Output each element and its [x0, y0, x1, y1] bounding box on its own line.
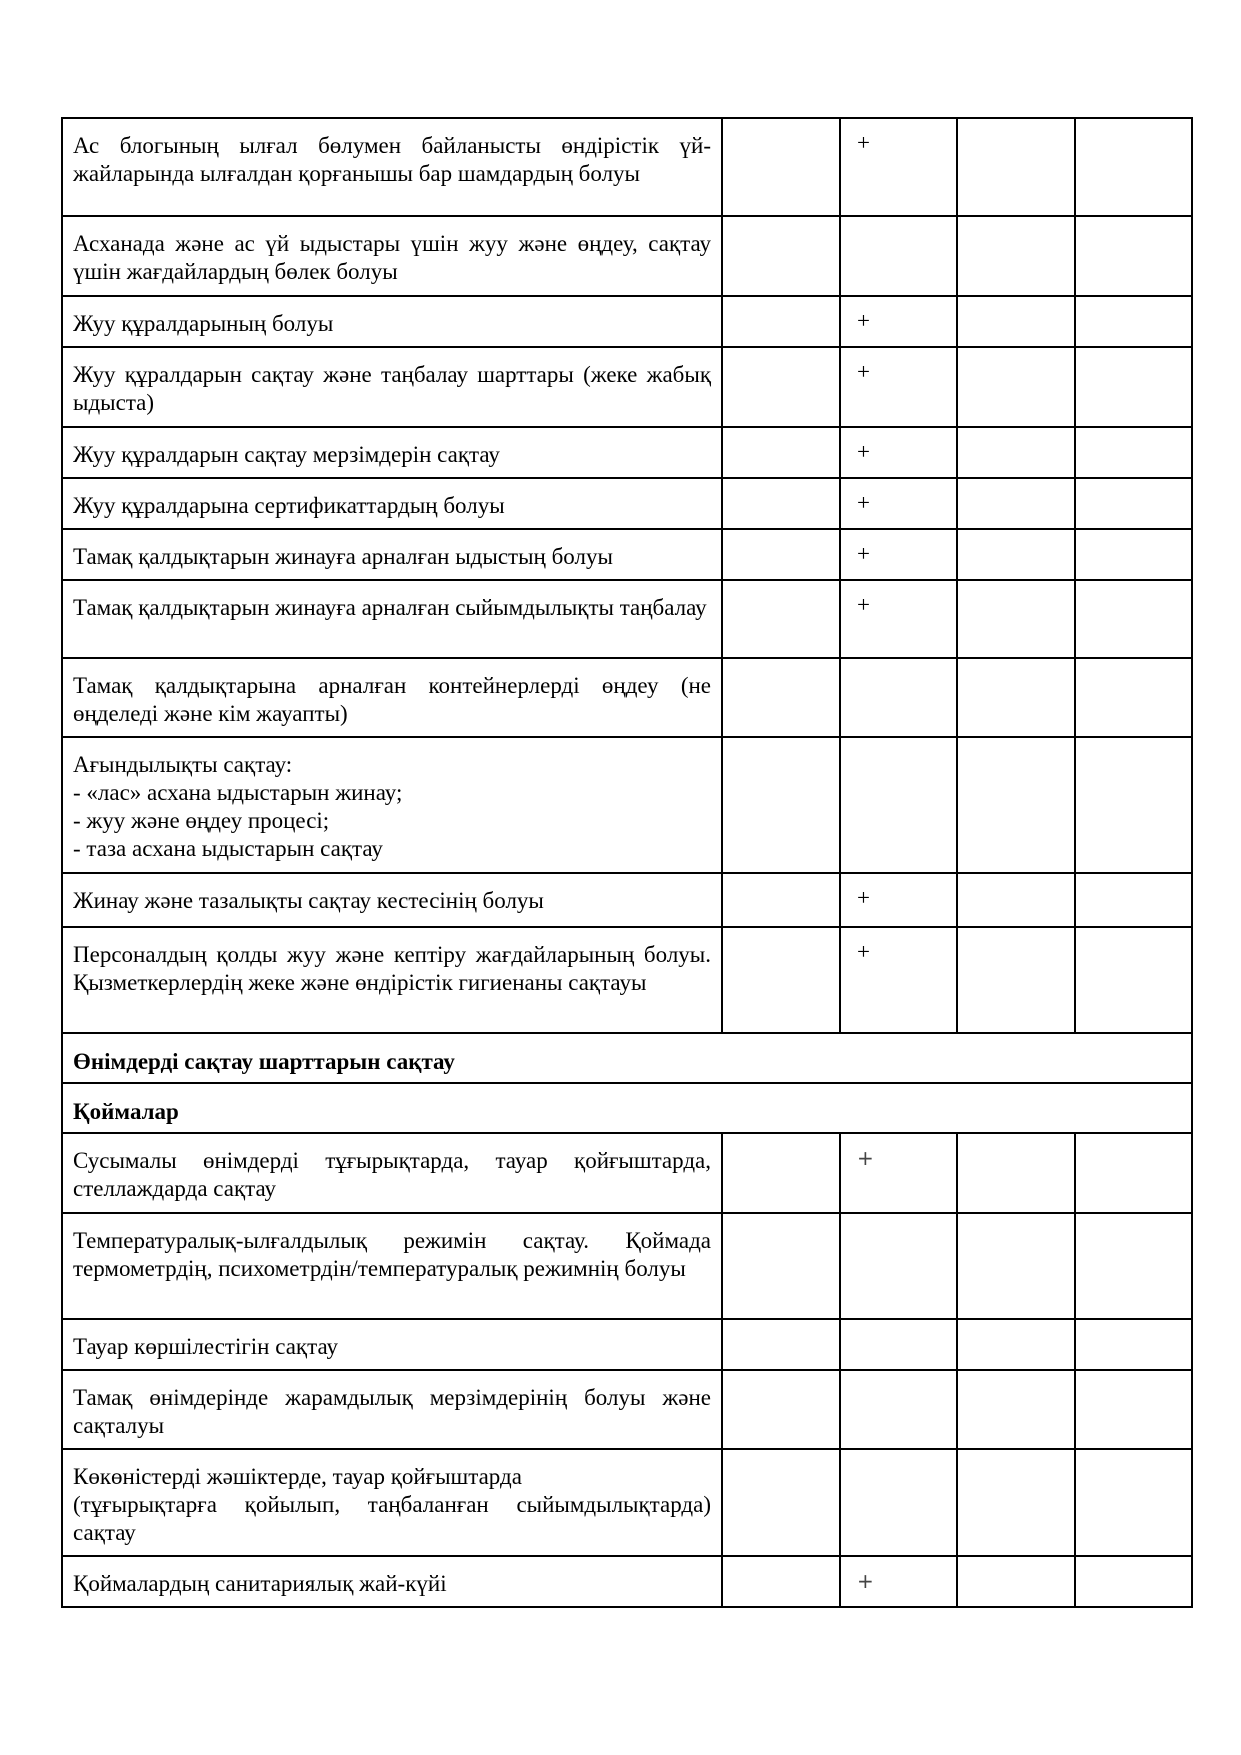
mark-cell-yes — [840, 658, 957, 737]
mark-cell-empty — [1075, 1449, 1192, 1556]
mark-cell-empty — [722, 216, 840, 296]
mark-cell-yes — [840, 927, 957, 1033]
mark-cell-empty — [957, 927, 1075, 1033]
mark-cell-empty — [957, 737, 1075, 873]
mark-cell-empty — [722, 296, 840, 347]
criterion-cell — [62, 296, 722, 347]
mark-cell-yes — [840, 478, 957, 529]
mark-cell-empty — [722, 1319, 840, 1370]
mark-cell-empty — [957, 427, 1075, 478]
mark-cell-empty — [957, 1213, 1075, 1319]
criterion-cell — [62, 529, 722, 580]
mark-cell-empty — [722, 529, 840, 580]
section-title: Өнімдерді сақтау шарттарын сақтау — [62, 1033, 1192, 1083]
mark-cell-empty — [957, 296, 1075, 347]
criterion-text: Сусымалы өнімдерді тұғырықтарда, тауар қойғыштарда, стеллаждарда сақтау — [73, 1148, 711, 1201]
criterion-cell — [62, 737, 722, 873]
mark-cell-empty — [722, 1213, 840, 1319]
check-mark: + — [857, 939, 870, 964]
mark-cell-empty — [1075, 580, 1192, 658]
criterion-cell — [62, 873, 722, 927]
criterion-text: Тамақ қалдықтарын жинауға арналған ыдыстың болуы — [73, 544, 613, 569]
mark-cell-empty — [1075, 1213, 1192, 1319]
criterion-cell — [62, 1133, 722, 1213]
mark-cell-empty — [722, 427, 840, 478]
criterion-cell — [62, 658, 722, 737]
criterion-cell — [62, 478, 722, 529]
criterion-text: - «лас» асхана ыдыстарын жинау; — [73, 780, 403, 805]
mark-cell-empty — [957, 1449, 1075, 1556]
criterion-cell — [62, 347, 722, 427]
mark-cell-empty — [722, 1556, 840, 1607]
mark-cell-yes — [840, 118, 957, 216]
mark-cell-yes — [840, 347, 957, 427]
checklist-body — [62, 118, 1192, 1607]
mark-cell-empty — [957, 478, 1075, 529]
criterion-text: Тамақ өнімдерінде жарамдылық мерзімдерінің болуы және сақталуы — [73, 1385, 711, 1438]
table-row — [62, 580, 1192, 658]
section-header-row — [62, 1033, 1192, 1083]
table-row — [62, 296, 1192, 347]
table-row — [62, 478, 1192, 529]
criterion-cell — [62, 1370, 722, 1449]
mark-cell-empty — [957, 1556, 1075, 1607]
table-row — [62, 216, 1192, 296]
mark-cell-empty — [957, 1133, 1075, 1213]
mark-cell-empty — [1075, 873, 1192, 927]
check-mark: + — [857, 439, 870, 464]
mark-cell-empty — [1075, 1319, 1192, 1370]
criterion-text: Көкөністерді жәшіктерде, тауар қойғыштарда — [73, 1464, 522, 1489]
table-row — [62, 1449, 1192, 1556]
table-row — [62, 1556, 1192, 1607]
criterion-cell — [62, 118, 722, 216]
criterion-cell — [62, 216, 722, 296]
mark-cell-yes — [840, 216, 957, 296]
mark-cell-yes — [840, 529, 957, 580]
criterion-text: Персоналдың қолды жуу және кептіру жағдайларының болуы. Қызметкерлердің жеке және өндірістік гигиенаны сақтауы — [73, 942, 711, 995]
mark-cell-yes — [840, 580, 957, 658]
mark-cell-empty — [1075, 118, 1192, 216]
criterion-text: Қоймалардың санитариялық жай-күйі — [73, 1571, 447, 1596]
check-mark: + — [857, 541, 870, 566]
criterion-cell — [62, 1213, 722, 1319]
check-mark: + — [857, 592, 870, 617]
mark-cell-empty — [957, 580, 1075, 658]
mark-cell-empty — [722, 478, 840, 529]
mark-cell-empty — [1075, 478, 1192, 529]
mark-cell-empty — [957, 216, 1075, 296]
mark-cell-empty — [1075, 927, 1192, 1033]
mark-cell-empty — [1075, 737, 1192, 873]
check-mark: + — [857, 1146, 874, 1170]
criterion-text: - таза асхана ыдыстарын сақтау — [73, 836, 383, 861]
mark-cell-yes — [840, 427, 957, 478]
table-row — [62, 658, 1192, 737]
criterion-cell — [62, 1556, 722, 1607]
mark-cell-yes — [840, 1370, 957, 1449]
table-row — [62, 1319, 1192, 1370]
criterion-text: (тұғырықтарға қойылып, таңбаланған сыйымдылықтарда) сақтау — [73, 1492, 711, 1545]
mark-cell-empty — [722, 1449, 840, 1556]
check-mark: + — [857, 359, 870, 384]
criterion-text: Тамақ қалдықтарын жинауға арналған сыйымдылықты таңбалау — [73, 595, 707, 620]
mark-cell-empty — [957, 1370, 1075, 1449]
table-row — [62, 118, 1192, 216]
mark-cell-empty — [1075, 1133, 1192, 1213]
mark-cell-empty — [1075, 529, 1192, 580]
criterion-text: Жуу құралдарына сертификаттардың болуы — [73, 493, 505, 518]
table-row — [62, 1133, 1192, 1213]
mark-cell-empty — [722, 580, 840, 658]
mark-cell-empty — [1075, 347, 1192, 427]
mark-cell-empty — [722, 927, 840, 1033]
mark-cell-empty — [1075, 296, 1192, 347]
inspection-checklist-table — [61, 117, 1193, 1608]
table-row — [62, 737, 1192, 873]
mark-cell-empty — [722, 737, 840, 873]
criterion-text: Жуу құралдарының болуы — [73, 311, 334, 336]
section-title: Қоймалар — [62, 1083, 1192, 1133]
criterion-cell — [62, 580, 722, 658]
criterion-text: - жуу және өңдеу процесі; — [73, 808, 330, 833]
mark-cell-empty — [957, 118, 1075, 216]
criterion-text: Ағындылықты сақтау: — [73, 752, 293, 777]
mark-cell-empty — [957, 873, 1075, 927]
mark-cell-empty — [957, 347, 1075, 427]
mark-cell-empty — [957, 529, 1075, 580]
mark-cell-yes — [840, 1449, 957, 1556]
section-header-row — [62, 1083, 1192, 1133]
table-row — [62, 427, 1192, 478]
mark-cell-yes — [840, 1319, 957, 1370]
criterion-text: Асханада және ас үй ыдыстары үшін жуу және өңдеу, сақтау үшін жағдайлардың бөлек болуы — [73, 231, 711, 284]
mark-cell-empty — [722, 658, 840, 737]
criterion-cell — [62, 427, 722, 478]
mark-cell-empty — [722, 873, 840, 927]
mark-cell-yes — [840, 1213, 957, 1319]
check-mark: + — [857, 885, 870, 910]
mark-cell-yes — [840, 1133, 957, 1213]
mark-cell-empty — [1075, 427, 1192, 478]
mark-cell-empty — [1075, 1370, 1192, 1449]
criterion-cell — [62, 1449, 722, 1556]
mark-cell-empty — [1075, 1556, 1192, 1607]
check-mark: + — [857, 308, 870, 333]
mark-cell-empty — [1075, 216, 1192, 296]
criterion-text: Жуу құралдарын сақтау мерзімдерін сақтау — [73, 442, 500, 467]
criterion-text: Тамақ қалдықтарына арналған контейнерлерді өңдеу (не өңделеді және кім жауапты) — [73, 673, 711, 726]
mark-cell-yes — [840, 1556, 957, 1607]
mark-cell-empty — [722, 118, 840, 216]
check-mark: + — [857, 130, 870, 155]
table-row — [62, 1213, 1192, 1319]
mark-cell-yes — [840, 737, 957, 873]
mark-cell-empty — [1075, 658, 1192, 737]
check-mark: + — [857, 1569, 874, 1593]
mark-cell-empty — [957, 658, 1075, 737]
table-row — [62, 873, 1192, 927]
table-row — [62, 927, 1192, 1033]
criterion-text: Тауар көршілестігін сақтау — [73, 1334, 338, 1359]
criterion-text: Ас блогының ылғал бөлумен байланысты өндірістік үй-жайларында ылғалдан қорғанышы бар шамдардың болуы — [73, 133, 711, 186]
mark-cell-yes — [840, 873, 957, 927]
mark-cell-empty — [722, 347, 840, 427]
table-row — [62, 347, 1192, 427]
mark-cell-yes — [840, 296, 957, 347]
table-row — [62, 529, 1192, 580]
check-mark: + — [857, 490, 870, 515]
mark-cell-empty — [722, 1370, 840, 1449]
criterion-text: Жуу құралдарын сақтау және таңбалау шарттары (жеке жабық ыдыста) — [73, 362, 711, 415]
mark-cell-empty — [957, 1319, 1075, 1370]
criterion-cell — [62, 927, 722, 1033]
criterion-text: Температуралық-ылғалдылық режимін сақтау. Қоймада термометрдің, психометрдін/температуралық режимнің болуы — [73, 1228, 711, 1281]
table-row — [62, 1370, 1192, 1449]
mark-cell-empty — [722, 1133, 840, 1213]
criterion-text: Жинау және тазалықты сақтау кестесінің болуы — [73, 888, 544, 913]
criterion-cell — [62, 1319, 722, 1370]
